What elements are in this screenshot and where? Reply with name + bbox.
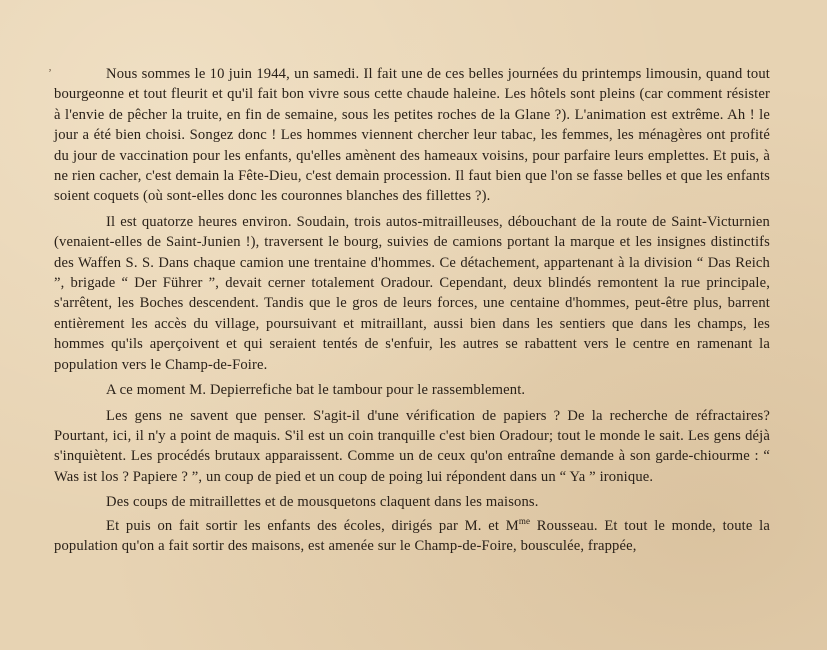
body-text <box>54 64 770 556</box>
paragraph-4: Les gens ne savent que penser. S'agit-il d'une vérification de papiers ? De la recherche de réfractaires? Pourtant, ici, il n'y a point de maquis. S'il est un coin tranquille c'est bien Oradour; tout le monde le sait. Les gens déjà s'inquiètent. Les procédés brutaux apparaissent. Comme un de ceux qu'on entraîne demande à son garde-chiourme : “ Was ist los ? Papiere ? ”, un coup de pied et un coup de poing lui répondent dans un “ Ya ” ironique. <box>54 407 770 485</box>
paragraph-3: A ce moment M. Depierrefiche bat le tambour pour le rassemblement. <box>106 382 526 399</box>
madame-abbreviation: me <box>518 515 531 526</box>
ink-mark: ʼ <box>48 66 52 80</box>
paragraph-6 <box>54 516 770 557</box>
paragraph-5: Des coups de mitraillettes et de mousquetons claquent dans les maisons. <box>106 494 539 511</box>
paragraph-1: Nous sommes le 10 juin 1944, un samedi. Il fait une de ces belles journées du printemps limousin, quand tout bourgeonne et tout fleurit et qu'il fait bon vivre sous cette chaude haleine. Les hôtels sont pleins (car comment résister à l'envie de pêcher la truite, en fin de semaine, sous les petites roches de la Glane ?). L'animation est extrême. Ah ! le jour a été bien choisi. Songez donc ! Les hommes viennent chercher leur tabac, les femmes, les ménagères ont profité du jour de vaccination pour les enfants, qu'elles amènent des hameaux voisins, pour parfaire leurs emplettes. Et puis, à ne rien cacher, c'est demain la Fête-Dieu, c'est demain procession. Il faut bien que l'on se fasse belles et que les enfants soient coquets (où sont-elles donc les couronnes blanches des fillettes ?). <box>54 66 770 205</box>
paragraph-6-end: Rousseau. Et tout le monde, toute la population qu'on a fait sortir des maisons, est amenée sur le Champ-de-Foire, bousculée, frappée, <box>54 517 770 554</box>
paragraph-6-start: Et puis on fait sortir les enfants des écoles, dirigés par M. et M <box>106 517 519 534</box>
paragraph-2: Il est quatorze heures environ. Soudain, trois autos-mitrailleuses, débouchant de la route de Saint-Victurnien (venaient-elles de Saint-Junien !), traversent le bourg, suivies de camions portant la marque et les insignes distinctifs des Waffen S. S. Dans chaque camion une trentaine d'hommes. Ce détachement, appartenant à la division “ Das Reich ”, brigade “ Der Führer ”, devait cerner totalement Oradour. Cependant, deux blindés remontent la rue principale, s'arrêtent, les Boches descendent. Tandis que le gros de leurs forces, une centaine d'hommes, peut-être plus, barrent entièrement les accès du village, poursuivant et mitraillant, aussi bien dans les sentiers que dans les champs, les hommes qu'ils aperçoivent et qui seraient tentés de s'enfuir, les autres se rabattent vers le centre en ramenant la population vers le Champ-de-Foire. <box>54 213 770 373</box>
